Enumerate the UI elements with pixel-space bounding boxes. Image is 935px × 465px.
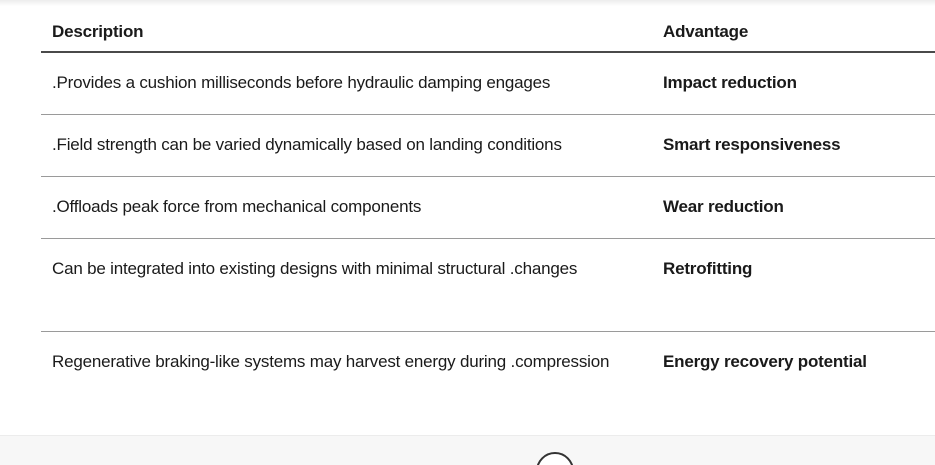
table-row	[41, 332, 935, 425]
advantage-cell: Retrofitting	[652, 239, 935, 332]
description-cell: .Provides a cushion milliseconds before hydraulic damping engages	[41, 52, 652, 115]
table-row	[41, 239, 935, 332]
bottom-bar	[0, 435, 935, 465]
advantage-cell: Smart responsiveness	[652, 115, 935, 177]
header-advantage: Advantage	[652, 12, 935, 52]
advantage-cell: Wear reduction	[652, 177, 935, 239]
header-description: Description	[41, 12, 652, 52]
table-row	[41, 177, 935, 239]
description-cell: Regenerative braking-like systems may harvest energy during .compression	[52, 352, 610, 371]
advantage-cell: Energy recovery potential	[663, 352, 867, 371]
advantages-table	[41, 12, 935, 424]
description-cell: .Offloads peak force from mechanical components	[41, 177, 652, 239]
table-row	[41, 115, 935, 177]
table-row	[41, 52, 935, 115]
table-header-row	[41, 12, 935, 52]
advantage-cell: Impact reduction	[652, 52, 935, 115]
description-cell: .Field strength can be varied dynamically based on landing conditions	[41, 115, 652, 177]
top-divider	[0, 0, 935, 6]
description-cell: Can be integrated into existing designs with minimal structural .changes	[41, 239, 652, 332]
